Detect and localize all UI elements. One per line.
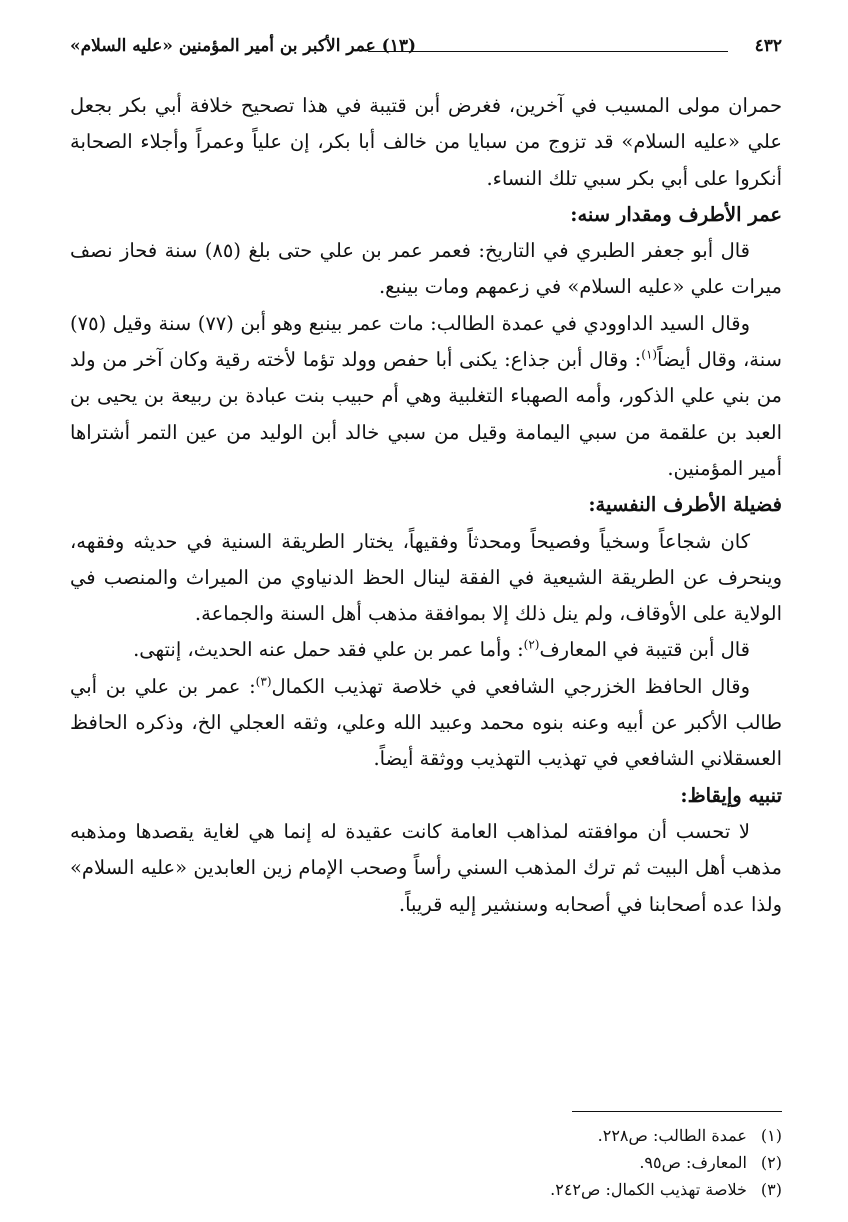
footnote-ref-1: (١): [641, 347, 658, 362]
book-page: [70, 30, 782, 1199]
paragraph-3: [70, 306, 782, 487]
page-header: [70, 36, 782, 62]
page-number: ٤٣٢: [754, 36, 782, 56]
footnote-number: (٣): [760, 1180, 782, 1199]
footnote-ref-2: (٢): [523, 637, 540, 652]
paragraph-6-text-a: وقال الحافظ الخزرجي الشافعي في خلاصة تهذيب الكمال: [271, 674, 751, 698]
paragraph-5-text-b: : وأما عمر بن علي فقد حمل عنه الحديث، إنتهى.: [133, 638, 524, 662]
paragraph-6-text-b: : عمر بن علي بن أبي طالب الأكبر عن أبيه وعنه بنوه محمد وعبيد الله وعلي، وثقه العجلي الخ، وذكره الحافظ العسقلاني الشافعي في تهذيب التهذيب ووثقة أيضاً.: [70, 674, 782, 771]
paragraph-1: حمران مولى المسيب في آخرين، فغرض أبن قتيبة في هذا تصحيح خلافة أبي بكر بجعل علي «عليه السلام» قد تزوج من سبايا من خالف أبا بكر، إن علياً وعمراً وأجلاء الصحابة أنكروا على أبي بكر سبي تلك النساء.: [70, 94, 782, 190]
paragraph-6: [70, 669, 782, 778]
section-heading-notice: تنبيه وإيقاظ:: [680, 783, 782, 807]
footnote-number: (٢): [760, 1153, 782, 1172]
running-title: (١٣) عمر الأكبر بن أمير المؤمنين «عليه السلام»: [70, 36, 416, 56]
paragraph-2: قال أبو جعفر الطبري في التاريخ: فعمر عمر بن علي حتى بلغ (٨٥) سنة فحاز نصف ميرات علي «عليه السلام» في زعمهم ومات بينبع.: [70, 239, 782, 299]
page-body: [70, 88, 782, 923]
header-rule: [368, 51, 728, 52]
footnote-3: [70, 1176, 782, 1203]
paragraph-4: كان شجاعاً وسخياً وفصيحاً ومحدثاً وفقيهاً، يختار الطريقة السنية في حديثه وفقهه، وينحرف عن الطريقة الشيعية في الفقة لينال الحظ الدنياوي من الميراث والمنصب في الولاية على الأوقاف، ولم ينل ذلك إلا بموافقة مذهب أهل السنة والجماعة.: [70, 529, 782, 626]
footnote-text: عمدة الطالب: ص٢٢٨.: [597, 1126, 747, 1145]
paragraph-3-text-a: وقال السيد الداوودي في عمدة الطالب: مات عمر بينبع وهو أبن (٧٧) سنة وقيل (٧٥) سنة، وقال أيضاً: [70, 311, 782, 372]
footnote-text: خلاصة تهذيب الكمال: ص٢٤٢.: [550, 1180, 747, 1199]
footnote-1: [70, 1122, 782, 1149]
footnote-rule: [572, 1111, 782, 1112]
footnote-text: المعارف: ص٩٥.: [639, 1153, 747, 1172]
section-heading-virtue: فضيلة الأطرف النفسية:: [588, 493, 782, 517]
footnote-2: [70, 1149, 782, 1176]
footnote-ref-3: (٣): [255, 674, 272, 689]
paragraph-7: لا تحسب أن موافقته لمذاهب العامة كانت عقيدة له إنما هي لغاية يقصدها ومذهبه مذهب أهل البيت ثم ترك المذهب السني رأساً وصحب الإمام زين العابدين «عليه السلام» ولذا عده أصحابنا في أصحابه وسنشير إليه قريباً.: [70, 819, 782, 916]
paragraph-5: [70, 632, 782, 668]
footnote-number: (١): [760, 1126, 782, 1145]
paragraph-5-text-a: قال أبن قتيبة في المعارف: [539, 638, 750, 662]
paragraph-3-text-b: : وقال أبن جذاع: يكنى أبا حفص وولد تؤما لأخته رقية وكان آخر من ولد من بني علي الذكور، وأمه الصهباء التغلبية وهي أم حبيب بنت عبادة بن ربيعة بن يحيى بن العبد بن علقمة من سبي اليمامة وقيل من سبي خالد أبن الوليد من عين التمر أشتراها أمير المؤمنين.: [70, 348, 782, 480]
footnotes: [70, 1122, 782, 1203]
section-heading-age: عمر الأطرف ومقدار سنه:: [570, 202, 782, 226]
